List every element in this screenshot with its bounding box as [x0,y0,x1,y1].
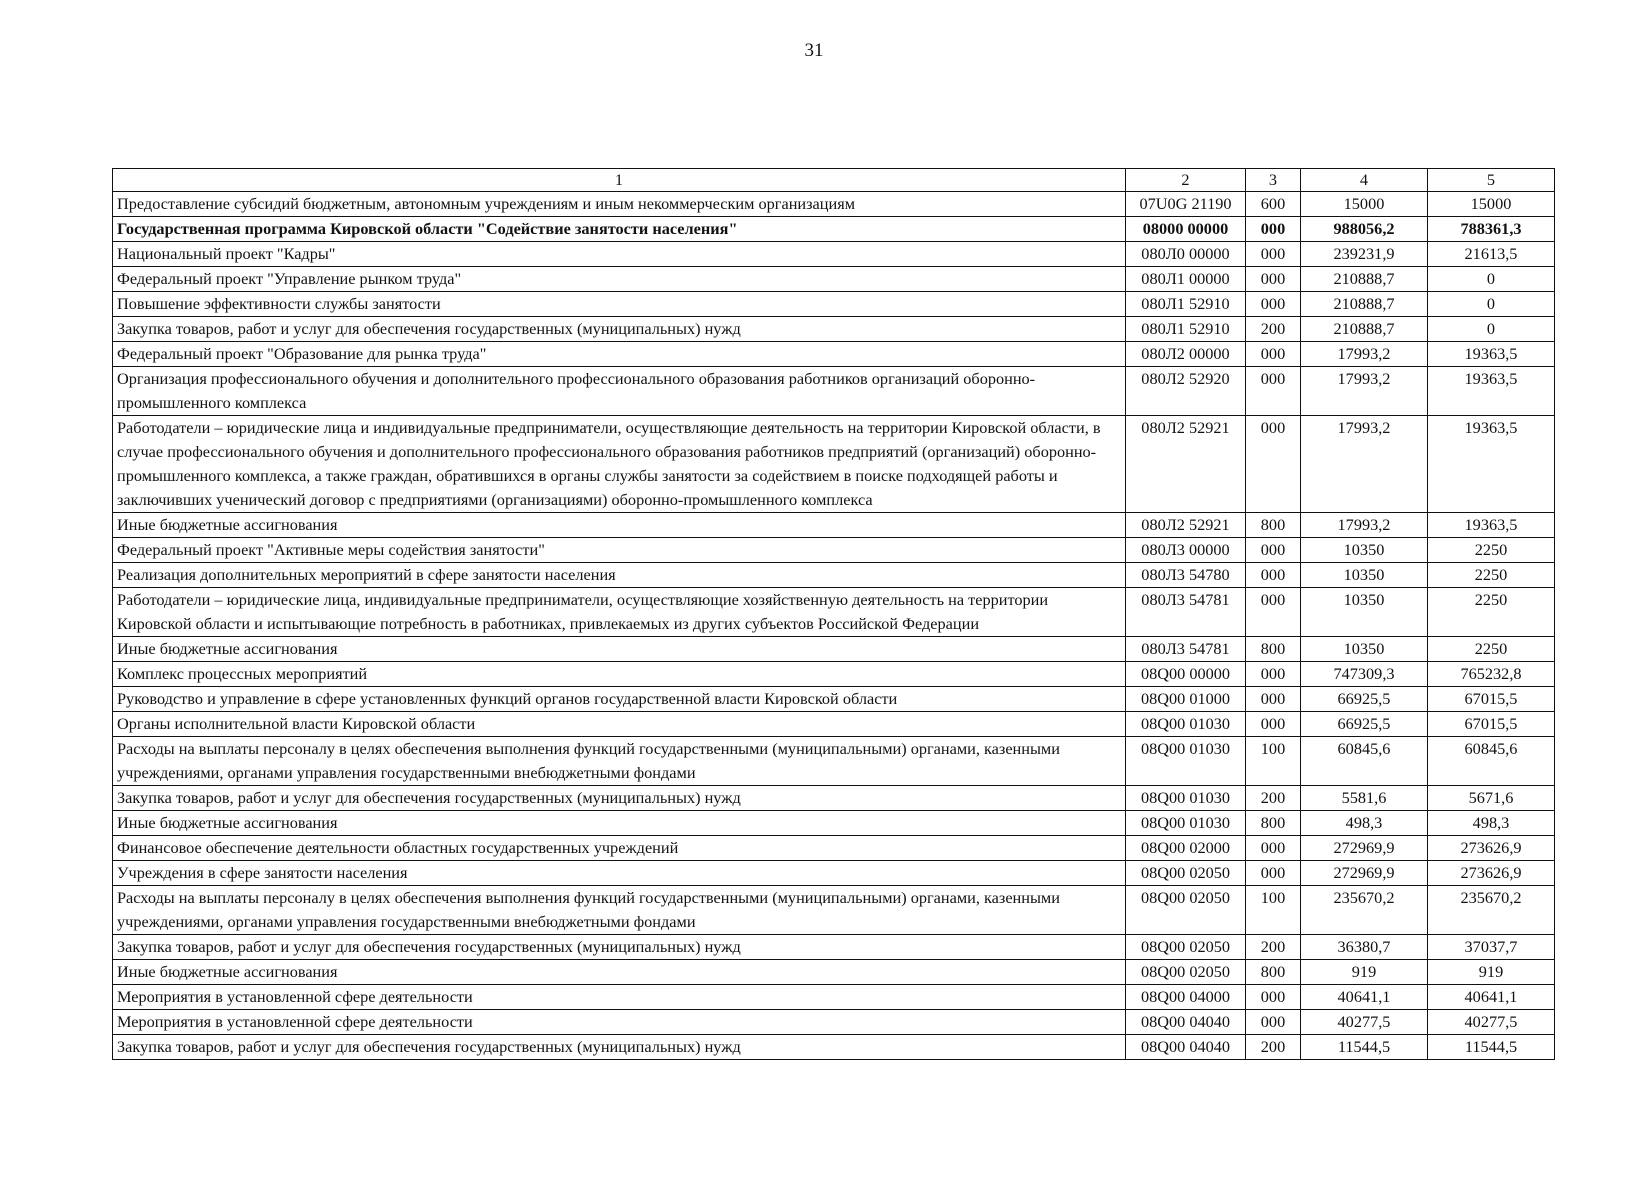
table-row [113,513,1555,538]
row-value-1-cell: 17993,2 [1301,342,1428,367]
table-row [113,538,1555,563]
row-code-cell: 08000 00000 [1126,217,1246,242]
row-code-cell: 080Л1 52910 [1126,317,1246,342]
header-cell-type: 3 [1246,169,1301,192]
row-type-cell: 000 [1246,217,1301,242]
row-value-1-cell: 747309,3 [1301,662,1428,687]
row-value-1-cell: 5581,6 [1301,786,1428,811]
table-row [113,367,1555,416]
row-type-cell: 000 [1246,416,1301,513]
row-code-cell: 08Q00 01030 [1126,811,1246,836]
row-value-1-cell: 40277,5 [1301,1010,1428,1035]
table-row [113,637,1555,662]
row-code-cell: 08Q00 02000 [1126,836,1246,861]
table-row [113,1010,1555,1035]
row-type-cell: 000 [1246,861,1301,886]
row-value-1-cell: 235670,2 [1301,886,1428,935]
row-value-1-cell: 210888,7 [1301,292,1428,317]
row-value-2-cell: 37037,7 [1428,935,1555,960]
row-value-2-cell: 60845,6 [1428,737,1555,786]
table-row [113,886,1555,935]
row-value-1-cell: 210888,7 [1301,317,1428,342]
table-row [113,737,1555,786]
row-name-cell: Расходы на выплаты персоналу в целях обеспечения выполнения функций государственными (муниципальными) органами, казенными учреждениями, органами управления государственными внебюджетными фондами [113,737,1126,786]
row-name-cell: Учреждения в сфере занятости населения [113,861,1126,886]
row-name-cell: Повышение эффективности службы занятости [113,292,1126,317]
header-cell-code: 2 [1126,169,1246,192]
row-name-cell: Органы исполнительной власти Кировской области [113,712,1126,737]
row-value-1-cell: 66925,5 [1301,712,1428,737]
row-type-cell: 000 [1246,267,1301,292]
row-value-2-cell: 2250 [1428,637,1555,662]
row-code-cell: 080Л0 00000 [1126,242,1246,267]
row-type-cell: 000 [1246,563,1301,588]
row-name-cell: Закупка товаров, работ и услуг для обеспечения государственных (муниципальных) нужд [113,317,1126,342]
page-number: 31 [804,40,824,61]
row-code-cell: 080Л2 52921 [1126,513,1246,538]
row-code-cell: 080Л2 52921 [1126,416,1246,513]
table-row [113,712,1555,737]
row-name-cell: Федеральный проект "Образование для рынка труда" [113,342,1126,367]
row-type-cell: 000 [1246,662,1301,687]
row-name-cell: Иные бюджетные ассигнования [113,960,1126,985]
table-row [113,836,1555,861]
row-name-cell: Закупка товаров, работ и услуг для обеспечения государственных (муниципальных) нужд [113,935,1126,960]
table-row [113,588,1555,637]
table-row [113,292,1555,317]
row-name-cell: Реализация дополнительных мероприятий в сфере занятости населения [113,563,1126,588]
row-type-cell: 000 [1246,588,1301,637]
row-value-1-cell: 272969,9 [1301,836,1428,861]
row-value-2-cell: 273626,9 [1428,861,1555,886]
row-type-cell: 000 [1246,836,1301,861]
row-value-1-cell: 10350 [1301,637,1428,662]
table-row [113,960,1555,985]
row-name-cell: Национальный проект "Кадры" [113,242,1126,267]
row-code-cell: 08Q00 01030 [1126,712,1246,737]
row-value-2-cell: 19363,5 [1428,367,1555,416]
table-row [113,786,1555,811]
row-name-cell: Мероприятия в установленной сфере деятельности [113,985,1126,1010]
row-code-cell: 08Q00 04040 [1126,1035,1246,1060]
table-row [113,662,1555,687]
table-row [113,935,1555,960]
row-name-cell: Руководство и управление в сфере установленных функций органов государственной власти Кировской области [113,687,1126,712]
row-value-1-cell: 272969,9 [1301,861,1428,886]
row-type-cell: 200 [1246,317,1301,342]
row-code-cell: 08Q00 04040 [1126,1010,1246,1035]
row-value-1-cell: 10350 [1301,563,1428,588]
row-type-cell: 000 [1246,1010,1301,1035]
header-cell-name: 1 [113,169,1126,192]
row-value-1-cell: 919 [1301,960,1428,985]
table-row [113,687,1555,712]
row-type-cell: 200 [1246,1035,1301,1060]
row-name-cell: Иные бюджетные ассигнования [113,811,1126,836]
row-value-2-cell: 67015,5 [1428,712,1555,737]
row-value-2-cell: 40641,1 [1428,985,1555,1010]
table-row [113,217,1555,242]
row-code-cell: 08Q00 01030 [1126,786,1246,811]
row-value-1-cell: 36380,7 [1301,935,1428,960]
row-value-1-cell: 17993,2 [1301,416,1428,513]
table-row [113,1035,1555,1060]
row-name-cell: Расходы на выплаты персоналу в целях обеспечения выполнения функций государственными (муниципальными) органами, казенными учреждениями, органами управления государственными внебюджетными фондами [113,886,1126,935]
row-type-cell: 200 [1246,935,1301,960]
row-code-cell: 080Л2 00000 [1126,342,1246,367]
row-code-cell: 080Л3 54781 [1126,588,1246,637]
row-value-1-cell: 988056,2 [1301,217,1428,242]
row-value-2-cell: 2250 [1428,563,1555,588]
row-type-cell: 800 [1246,811,1301,836]
row-name-cell: Работодатели – юридические лица и индивидуальные предприниматели, осуществляющие деятельность на территории Кировской области, в случае профессионального обучения и дополнительного профессионального образования работников предприятий (организаций) оборонно-промышленного комплекса, а также граждан, обратившихся в органы службы занятости за содействием в поиске подходящей работы и заключивших ученический договор с предприятиями (организациями) оборонно-промышленного комплекса [113,416,1126,513]
row-name-cell: Предоставление субсидий бюджетным, автономным учреждениям и иным некоммерческим организациям [113,192,1126,217]
row-value-1-cell: 60845,6 [1301,737,1428,786]
row-code-cell: 08Q00 04000 [1126,985,1246,1010]
row-name-cell: Мероприятия в установленной сфере деятельности [113,1010,1126,1035]
row-value-1-cell: 10350 [1301,538,1428,563]
row-type-cell: 000 [1246,367,1301,416]
row-name-cell: Закупка товаров, работ и услуг для обеспечения государственных (муниципальных) нужд [113,786,1126,811]
table-header-row [113,169,1555,192]
table-row [113,317,1555,342]
row-type-cell: 000 [1246,242,1301,267]
row-type-cell: 200 [1246,786,1301,811]
row-code-cell: 08Q00 01000 [1126,687,1246,712]
row-value-1-cell: 11544,5 [1301,1035,1428,1060]
row-value-1-cell: 17993,2 [1301,367,1428,416]
row-type-cell: 800 [1246,960,1301,985]
row-value-1-cell: 66925,5 [1301,687,1428,712]
row-type-cell: 100 [1246,886,1301,935]
row-type-cell: 000 [1246,687,1301,712]
row-name-cell: Федеральный проект "Активные меры содействия занятости" [113,538,1126,563]
row-code-cell: 080Л1 00000 [1126,267,1246,292]
row-code-cell: 08Q00 02050 [1126,960,1246,985]
row-code-cell: 08Q00 02050 [1126,861,1246,886]
row-value-2-cell: 765232,8 [1428,662,1555,687]
row-value-2-cell: 0 [1428,292,1555,317]
row-value-2-cell: 40277,5 [1428,1010,1555,1035]
row-type-cell: 800 [1246,637,1301,662]
row-code-cell: 080Л3 54781 [1126,637,1246,662]
table-row [113,416,1555,513]
row-name-cell: Работодатели – юридические лица, индивидуальные предприниматели, осуществляющие хозяйственную деятельность на территории Кировской области и испытывающие потребность в работниках, привлекаемых из других субъектов Российской Федерации [113,588,1126,637]
row-value-2-cell: 67015,5 [1428,687,1555,712]
table-row [113,811,1555,836]
row-value-2-cell: 19363,5 [1428,513,1555,538]
row-name-cell: Иные бюджетные ассигнования [113,637,1126,662]
row-type-cell: 600 [1246,192,1301,217]
table-row [113,985,1555,1010]
header-cell-value-1: 4 [1301,169,1428,192]
row-value-2-cell: 2250 [1428,588,1555,637]
row-value-2-cell: 919 [1428,960,1555,985]
row-value-2-cell: 21613,5 [1428,242,1555,267]
row-value-2-cell: 0 [1428,267,1555,292]
row-type-cell: 000 [1246,292,1301,317]
row-type-cell: 100 [1246,737,1301,786]
row-value-2-cell: 5671,6 [1428,786,1555,811]
row-type-cell: 000 [1246,985,1301,1010]
row-value-1-cell: 15000 [1301,192,1428,217]
row-value-2-cell: 498,3 [1428,811,1555,836]
table-row [113,242,1555,267]
budget-table-container [112,168,1554,1060]
row-code-cell: 080Л1 52910 [1126,292,1246,317]
row-value-1-cell: 498,3 [1301,811,1428,836]
budget-table [112,168,1555,1060]
row-code-cell: 080Л3 00000 [1126,538,1246,563]
row-type-cell: 800 [1246,513,1301,538]
row-type-cell: 000 [1246,538,1301,563]
row-value-2-cell: 788361,3 [1428,217,1555,242]
row-code-cell: 08Q00 01030 [1126,737,1246,786]
row-name-cell: Федеральный проект "Управление рынком труда" [113,267,1126,292]
row-value-1-cell: 10350 [1301,588,1428,637]
row-code-cell: 080Л2 52920 [1126,367,1246,416]
table-row [113,861,1555,886]
table-row [113,192,1555,217]
row-value-2-cell: 235670,2 [1428,886,1555,935]
row-code-cell: 080Л3 54780 [1126,563,1246,588]
row-value-2-cell: 19363,5 [1428,342,1555,367]
header-cell-value-2: 5 [1428,169,1555,192]
row-name-cell: Финансовое обеспечение деятельности областных государственных учреждений [113,836,1126,861]
row-name-cell: Закупка товаров, работ и услуг для обеспечения государственных (муниципальных) нужд [113,1035,1126,1060]
row-value-1-cell: 17993,2 [1301,513,1428,538]
table-row [113,342,1555,367]
row-value-1-cell: 40641,1 [1301,985,1428,1010]
row-value-2-cell: 19363,5 [1428,416,1555,513]
row-value-2-cell: 273626,9 [1428,836,1555,861]
row-code-cell: 08Q00 02050 [1126,886,1246,935]
row-value-2-cell: 11544,5 [1428,1035,1555,1060]
table-row [113,563,1555,588]
row-value-2-cell: 15000 [1428,192,1555,217]
row-type-cell: 000 [1246,712,1301,737]
row-value-2-cell: 0 [1428,317,1555,342]
row-name-cell: Иные бюджетные ассигнования [113,513,1126,538]
row-value-1-cell: 210888,7 [1301,267,1428,292]
row-code-cell: 08Q00 00000 [1126,662,1246,687]
row-name-cell: Государственная программа Кировской области "Содействие занятости населения" [113,217,1126,242]
row-name-cell: Организация профессионального обучения и дополнительного профессионального образования работников организаций оборонно-промышленного комплекса [113,367,1126,416]
row-name-cell: Комплекс процессных мероприятий [113,662,1126,687]
row-code-cell: 08Q00 02050 [1126,935,1246,960]
row-value-1-cell: 239231,9 [1301,242,1428,267]
row-value-2-cell: 2250 [1428,538,1555,563]
row-type-cell: 000 [1246,342,1301,367]
table-body [113,192,1555,1060]
table-row [113,267,1555,292]
row-code-cell: 07U0G 21190 [1126,192,1246,217]
